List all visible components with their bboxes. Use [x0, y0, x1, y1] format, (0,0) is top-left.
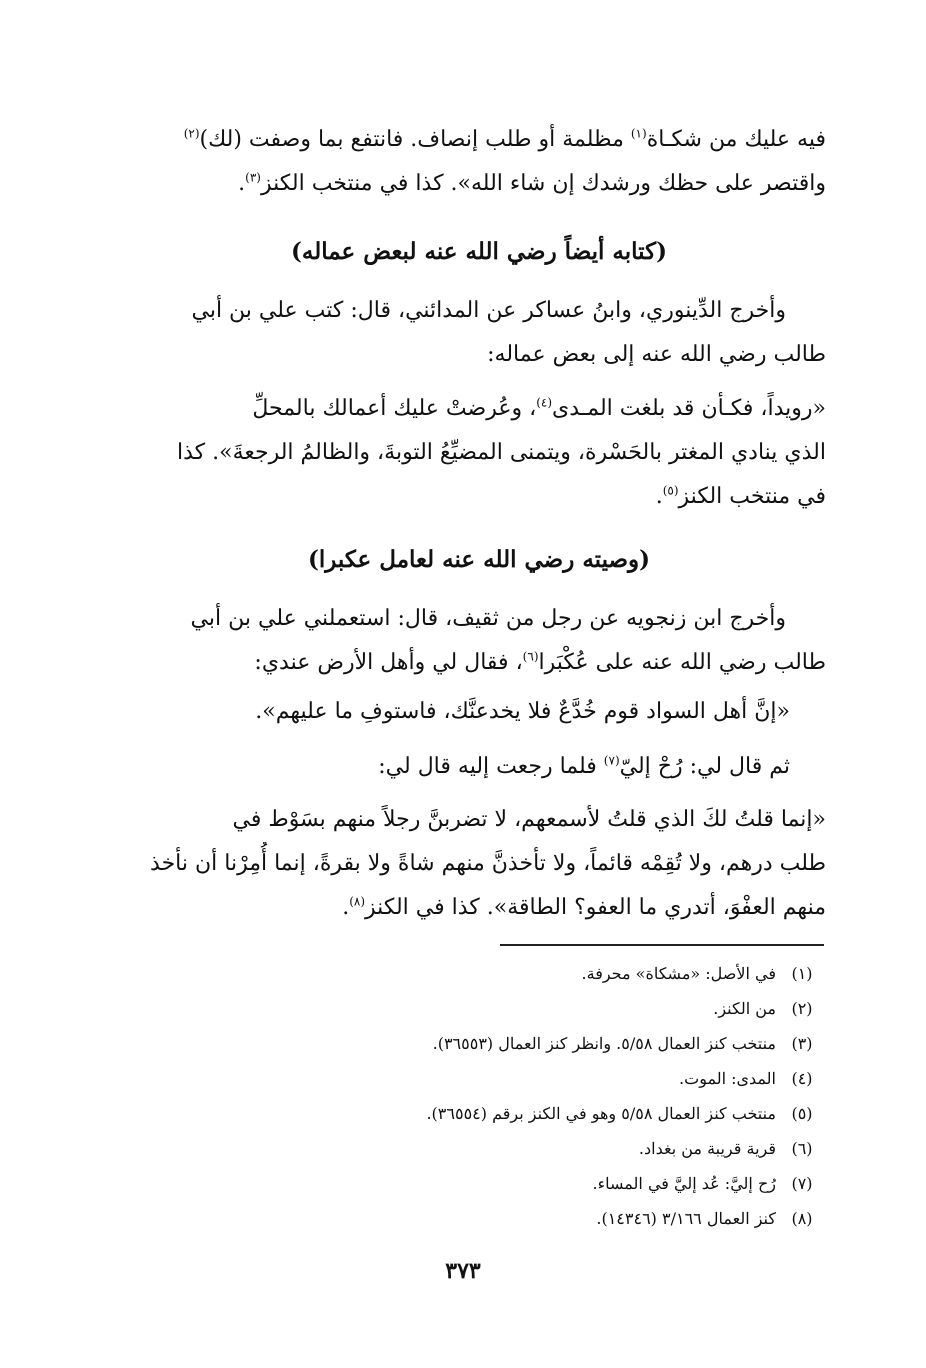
- intro-line-1: [132, 118, 826, 162]
- footnote-text: قرية قريبة من بغداد.: [638, 1139, 776, 1158]
- intro-paragraph: [132, 118, 826, 206]
- section1-paragraph-1: [132, 289, 826, 377]
- section1-paragraph-2: [132, 387, 826, 519]
- footnotes-list: [132, 956, 822, 1236]
- text-run: الذي ينادي المغتر بالحَسْرة، ويتمنى المضيِّعُ التوبةَ، والظالمُ الرجعةَ». كذا: [176, 440, 826, 465]
- text-run: «رويداً، فكـأن قد بلغت المـدى: [552, 396, 826, 421]
- text-run: «إنما قلتُ لكَ الذي قلتُ لأسمعهم، لا تضربنَّ رجلاً منهم بسَوْط في: [232, 807, 826, 832]
- footnote-text: منتخب كنز العمال ٥/٥٨. وانظر كنز العمال (٣٦٥٥٣).: [432, 1034, 776, 1053]
- section2-paragraph-4: [132, 798, 826, 930]
- section-heading-2: (وصيته رضي الله عنه لعامل عكبرا): [307, 546, 651, 573]
- footnote-marker[interactable]: (٣): [245, 170, 261, 185]
- footnote-text: منتخب كنز العمال ٥/٥٨ وهو في الكنز برقم (٣٦٥٥٤).: [426, 1104, 776, 1123]
- text-run: في منتخب الكنز: [678, 484, 826, 509]
- paragraph-line: [132, 842, 826, 886]
- text-run: .: [238, 171, 246, 196]
- footnote-number: (١): [791, 964, 813, 983]
- footnote-number: (٥): [791, 1104, 813, 1123]
- paragraph-line: [132, 431, 826, 475]
- text-run: وأخرج ابن زنجويه عن رجل من ثقيف، قال: استعملني علي بن أبي: [190, 606, 786, 631]
- text-run: فلما رجعت إليه قال لي:: [378, 754, 604, 779]
- section2-paragraph-1: [132, 597, 826, 685]
- footnote-number: (٦): [791, 1139, 813, 1158]
- text-run: واقتصر على حظك ورشدك إن شاء الله». كذا في منتخب الكنز: [260, 171, 826, 196]
- text-run: .: [655, 484, 663, 509]
- footnote-number: (٢): [791, 999, 813, 1018]
- text-run: منهم العفْوَ، أتدري ما العفو؟ الطاقة». كذا في الكنز: [365, 895, 826, 920]
- footnote-marker[interactable]: (٢): [183, 126, 200, 141]
- text-run: ثم قال لي: رُحْ إليّ: [619, 754, 790, 779]
- footnote-divider: [500, 944, 824, 946]
- footnote-item: [132, 1026, 822, 1061]
- footnote-item: [132, 1061, 822, 1096]
- section2-paragraph-3: [132, 745, 826, 789]
- footnote-marker[interactable]: (٤): [536, 395, 553, 410]
- paragraph-line: [132, 798, 826, 842]
- footnote-item: [132, 991, 822, 1026]
- paragraph-line: «إنَّ أهل السواد قوم خُدَّعٌ فلا يخدعنَّك، فاستوفِ ما عليهم».: [255, 699, 790, 724]
- footnote-marker[interactable]: (٨): [349, 894, 366, 909]
- text-run: طالب رضي الله عنه على عُكْبَرا: [538, 650, 826, 675]
- text-run: فيه عليك من شكـاة: [646, 127, 826, 152]
- text-run: ، فقال لي وأهل الأرض عندي:: [254, 650, 523, 675]
- text-run: ، وعُرضتْ عليك أعمالك بالمحلِّ: [252, 396, 537, 421]
- footnote-text: المدى: الموت.: [679, 1069, 776, 1088]
- footnote-item: [132, 1096, 822, 1131]
- footnote-item: [132, 1131, 822, 1166]
- footnote-text: من الكنز.: [713, 999, 776, 1018]
- footnote-text: كنز العمال ٣/١٦٦ (١٤٣٤٦).: [596, 1209, 776, 1228]
- footnote-marker[interactable]: (٧): [603, 753, 620, 768]
- section2-quote-1: [132, 690, 826, 734]
- section-heading-1: (كتابه أيضاً رضي الله عنه لبعض عماله): [291, 238, 667, 265]
- footnote-number: (٨): [791, 1209, 813, 1228]
- paragraph-line: [132, 886, 826, 930]
- paragraph-line: طالب رضي الله عنه إلى بعض عماله:: [487, 342, 826, 367]
- footnote-number: (٤): [791, 1069, 813, 1088]
- footnote-marker[interactable]: (٦): [522, 649, 539, 664]
- footnote-item: [132, 1166, 822, 1201]
- footnote-marker[interactable]: (٥): [662, 483, 679, 498]
- footnote-number: (٧): [791, 1174, 813, 1193]
- text-run: طلب درهم، ولا تُقِمْه قائماً، ولا تأخذنَّ منهم شاةً ولا بقرةً، إنما أُمِرْنا أن نأخذ: [150, 851, 826, 876]
- text-run: .: [342, 895, 350, 920]
- paragraph-line: [132, 641, 826, 685]
- intro-line-2: [132, 162, 826, 206]
- footnote-text: في الأصل: «مشكاة» محرفة.: [581, 964, 776, 983]
- footnote-item: [132, 1201, 822, 1236]
- footnote-number: (٣): [791, 1034, 813, 1053]
- text-run: مظلمة أو طلب إنصاف. فانتفع بما وصفت (لك): [199, 127, 631, 152]
- footnote-text: رُح إليَّ: عُد إليَّ في المساء.: [592, 1174, 776, 1193]
- paragraph-line: [132, 597, 826, 641]
- paragraph-line: وأخرج الدِّينوري، وابنُ عساكر عن المدائني، قال: كتب علي بن أبي: [191, 298, 786, 323]
- paragraph-line: [132, 475, 826, 519]
- page-number: ٣٧٣: [445, 1258, 481, 1284]
- paragraph-line: [132, 387, 826, 431]
- paragraph-line: [132, 745, 826, 789]
- footnote-item: [132, 956, 822, 991]
- footnote-marker[interactable]: (١): [630, 126, 647, 141]
